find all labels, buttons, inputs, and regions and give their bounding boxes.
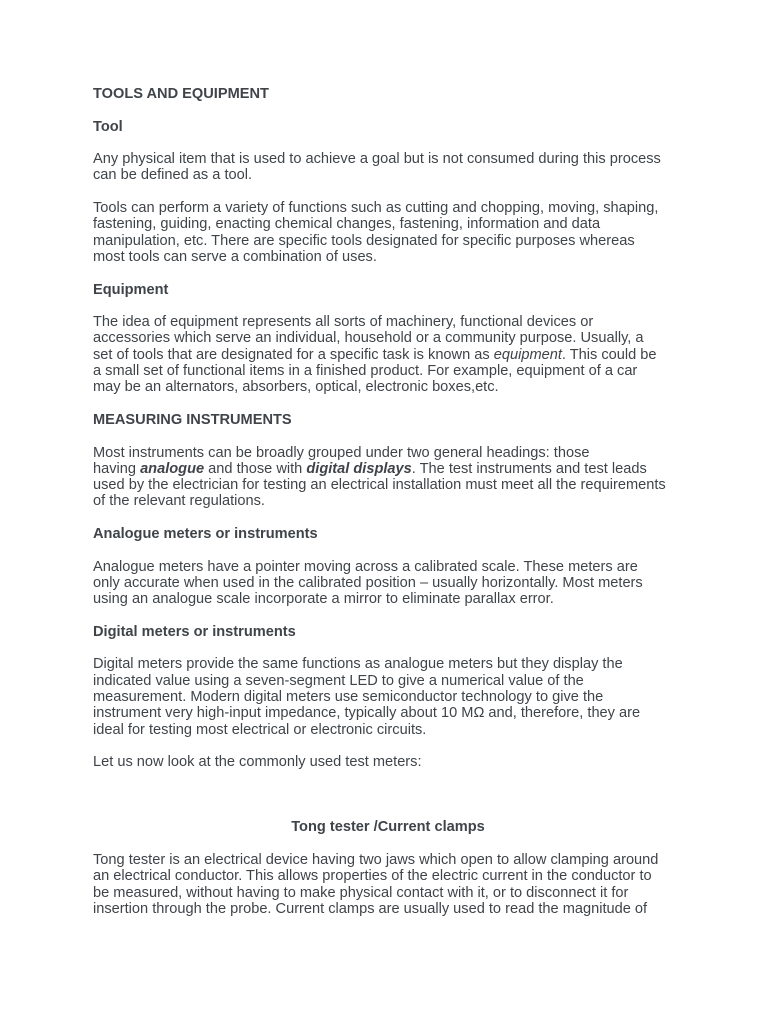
measuring-heading: MEASURING INSTRUMENTS <box>93 411 292 428</box>
text-line: Tong tester is an electrical device having two jaws which open to allow clamping around <box>93 851 659 868</box>
text-line: using an analogue scale incorporate a mirror to eliminate parallax error. <box>93 591 554 608</box>
text-line: accessories which serve an individual, household or a community purpose. Usually, a <box>93 330 644 347</box>
text-run: and those with <box>204 460 307 477</box>
emphasis-analogue: analogue <box>140 460 205 477</box>
text-line: Tools can perform a variety of functions such as cutting and chopping, moving, shaping, <box>93 200 659 217</box>
text-line <box>93 461 683 477</box>
emphasis-equipment: equipment <box>493 346 562 363</box>
text-line: ideal for testing most electrical or electronic circuits. <box>93 721 427 738</box>
emphasis-digital-displays: digital displays <box>306 460 412 477</box>
text-run: set of tools that are designated for a specific task is known as <box>93 346 494 363</box>
text-line: Analogue meters have a pointer moving across a calibrated scale. These meters are <box>93 558 638 575</box>
text-line: The idea of equipment represents all sorts of machinery, functional devices or <box>93 314 594 331</box>
text-run: . This could be <box>561 346 657 363</box>
text-line: Most instruments can be broadly grouped under two general headings: those <box>93 444 590 461</box>
text-line: most tools can serve a combination of uses. <box>93 248 377 265</box>
measuring-paragraph <box>93 445 683 510</box>
text-line: insertion through the probe. Current clamps are usually used to read the magnitude of <box>93 900 648 917</box>
text-line: may be an alternators, absorbers, optical, electronic boxes,etc. <box>93 379 499 396</box>
tong-tester-heading: Tong tester /Current clamps <box>291 819 485 836</box>
document-page <box>93 86 683 933</box>
analogue-paragraph <box>93 559 683 608</box>
tool-paragraph-2 <box>93 200 683 265</box>
text-line: instrument very high-input impedance, typically about 10 MΩ and, therefore, they are <box>93 705 641 722</box>
text-run: having <box>93 460 141 477</box>
text-line: indicated value using a seven-segment LED to give a numerical value of the <box>93 672 584 689</box>
text-line <box>93 347 683 363</box>
text-line: measurement. Modern digital meters use semiconductor technology to give the <box>93 688 604 705</box>
text-line: Digital meters provide the same functions as analogue meters but they display the <box>93 656 623 673</box>
text-line: an electrical conductor. This allows properties of the electric current in the conductor to <box>93 868 652 885</box>
text-line: manipulation, etc. There are specific tools designated for specific purposes whereas <box>93 232 635 249</box>
document-title: TOOLS AND EQUIPMENT <box>93 86 269 102</box>
tool-paragraph-1 <box>93 151 683 184</box>
spacer <box>93 787 683 820</box>
equipment-heading: Equipment <box>93 281 169 298</box>
text-line: only accurate when used in the calibrated position – usually horizontally. Most meters <box>93 574 643 591</box>
analogue-heading: Analogue meters or instruments <box>93 526 318 543</box>
look-at-paragraph: Let us now look at the commonly used test meters: <box>93 754 422 771</box>
text-line: can be defined as a tool. <box>93 167 253 184</box>
text-line: fastening, guiding, enacting chemical changes, fastening, information and data <box>93 216 601 233</box>
text-line: Any physical item that is used to achieve a goal but is not consumed during this process <box>93 151 661 168</box>
equipment-paragraph <box>93 314 683 395</box>
digital-heading: Digital meters or instruments <box>93 623 296 640</box>
tool-heading: Tool <box>93 118 123 135</box>
text-run: . The test instruments and test leads <box>411 460 647 477</box>
text-line: a small set of functional items in a finished product. For example, equipment of a car <box>93 363 638 380</box>
digital-paragraph <box>93 656 683 737</box>
text-line: of the relevant regulations. <box>93 493 265 510</box>
text-line: be measured, without having to make physical contact with it, or to disconnect it for <box>93 884 629 901</box>
tong-tester-paragraph <box>93 852 683 917</box>
text-line: used by the electrician for testing an electrical installation must meet all the requirements <box>93 477 666 494</box>
